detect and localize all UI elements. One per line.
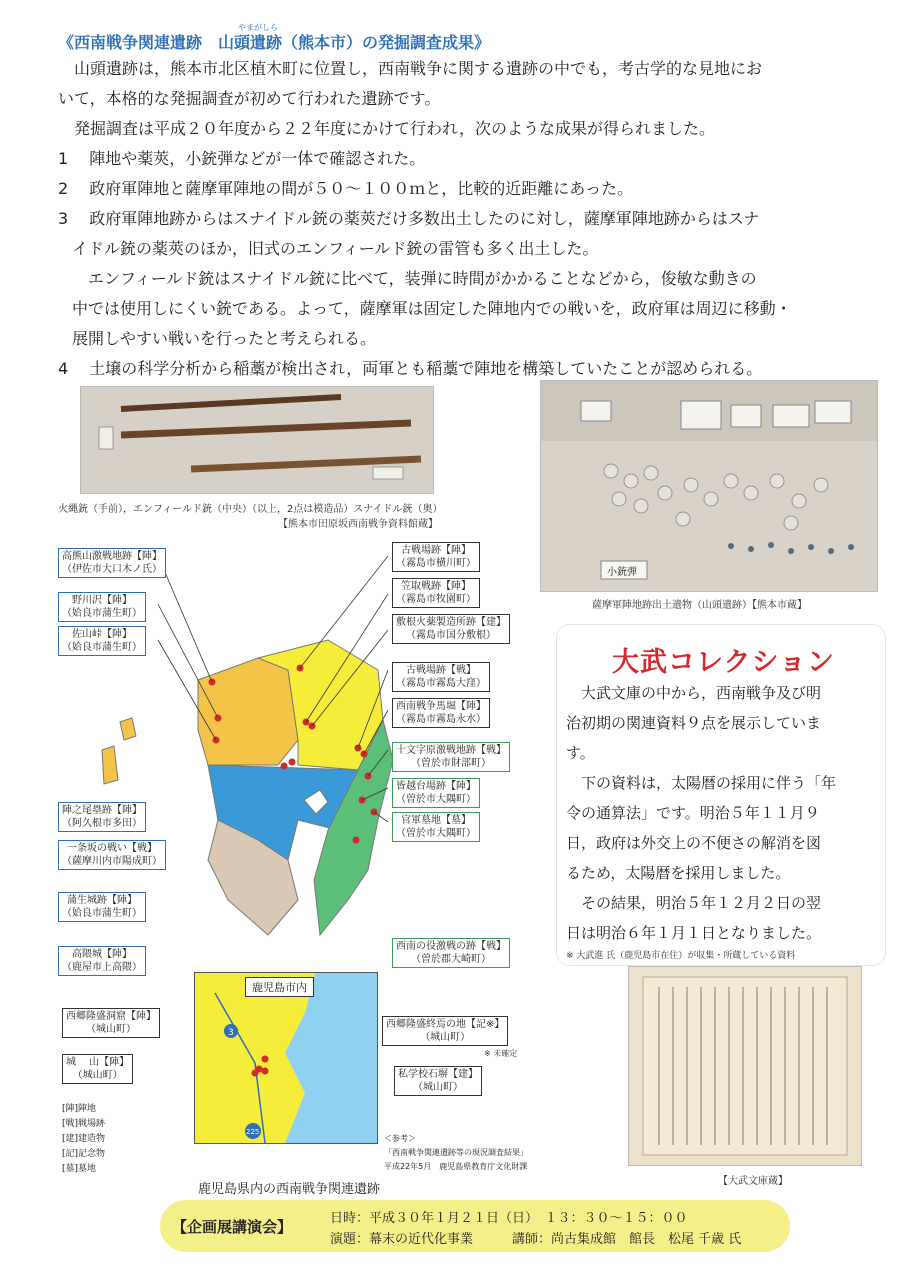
map-label: 古戦場跡【陣】 （霧島市横川町） [392,542,480,572]
legend-item: [建]建造物 [62,1134,106,1144]
collection-line: 大武文庫の中から，西南戦争及び明 [566,684,822,702]
finding-4: 4 土壌の科学分析から稲藁が検出され，両軍とも稲藁で陣地を構築していたことが認められる。 [58,359,763,378]
map-label: 西郷隆盛洞窟【陣】 （城山町） [62,1008,160,1038]
legend-item: [記]記念物 [62,1149,106,1159]
finding-3-cont: 中では使用しにくい銃である。よって，薩摩軍は固定した陣地内での戦いを，政府軍は周辺に移動・ [72,299,792,318]
map-label: 佐山峠【陣】 （姶良市蒲生町） [58,626,146,656]
map-label: 城 山【陣】 （城山町） [62,1054,133,1084]
map-caption: 鹿児島県内の西南戦争関連遺跡 [198,1182,381,1197]
document-photo [628,966,862,1166]
city-inset-title: 鹿児島市内 [245,977,314,997]
map-label: 高熊山激戦地跡【陣】 （伊佐市大口木ノ氏） [58,548,166,578]
title-ruby: やまがしら [238,23,278,32]
collection-line: 下の資料は，太陽暦の採用に伴う「年 [566,774,837,792]
map-label: 敷根火薬製造所跡【建】 （霧島市国分敷根） [392,614,510,644]
collection-line: その結果，明治５年１２月２日の翌 [566,894,822,912]
guns-caption: 火縄銃（手前），エンフィールド銃（中央）（以上，2点は模造品）スナイドル銃（奥） [58,504,443,515]
finding-3-cont: エンフィールド銃はスナイドル銃に比べて，装弾に時間がかかることなどから，俊敏な動きの [88,269,757,288]
map-label: 笠取戦跡【陣】 （霧島市牧園町） [392,578,480,608]
map-label: 陣之尾塁跡【陣】 （阿久根市多田） [58,802,146,832]
intro-line: 山頭遺跡は，熊本市北区植木町に位置し，西南戦争に関する遺跡の中でも，考古学的な見地にお [74,59,763,78]
map-label: 西郷隆盛終焉の地【記※】 （城山町） [382,1016,508,1046]
map-label: 西南戦争馬堀【陣】 （霧島市霧島永水） [392,698,490,728]
finding-1: 1 陣地や薬莢，小銃弾などが一体で確認された。 [58,149,426,168]
finding-3-cont: イドル銃の薬莢のほか，旧式のエンフィールド銃の雷管も多く出土した。 [72,239,599,258]
intro-line: 発掘調査は平成２０年度から２２年度にかけて行われ，次のような成果が得られました。 [74,119,715,138]
rifles-image [81,387,433,493]
collection-line: 日，政府は外交上の不便さの解消を図 [566,834,822,852]
document-caption: 【大武文庫蔵】 [718,1176,788,1187]
map-label: 皆越台場跡【陣】 （曽於市大隅町） [392,778,480,808]
city-map-drawing [195,973,377,1143]
collection-note: ※ 大武進 氏（鹿児島市在住）が収集・所蔵している資料 [566,951,796,961]
finding-2: 2 政府軍陣地と薩摩軍陣地の間が５０～１００ｍと，比較的近距離にあった。 [58,179,634,198]
finding-3-cont: 展開しやすい戦いを行ったと考えられる。 [72,329,377,348]
collection-line: るため，太陽暦を採用しました。 [566,864,791,882]
collection-line: 治初期の関連資料９点を展示していま [566,714,822,732]
route-225-icon: 225 [246,1128,260,1136]
legend-item: [戦]戦場跡 [62,1119,106,1129]
guns-photo [80,386,434,494]
relics-caption: 薩摩軍陣地跡出土遺物（山頭遺跡）【熊本市蔵】 [592,600,807,611]
collection-title: 大武コレクション [612,647,835,678]
relics-label: 小銃弾 [607,567,637,578]
intro-line: いて，本格的な発掘調査が初めて行われた遺跡です。 [58,89,441,108]
lecture-topic: 演題：幕末の近代化事業 講師：尚古集成館 館長 松尾 千歳 氏 [330,1232,742,1247]
legend-item: [陣]陣地 [62,1104,97,1114]
route-3-icon: 3 [228,1028,234,1038]
relics-image [541,381,877,591]
map-label: 私学校石塀【建】 （城山町） [394,1066,482,1096]
collection-line: 日は明治６年１月１日となりました。 [566,924,822,942]
map-label: 官軍墓地【墓】 （曽於市大隅町） [392,812,480,842]
reference-note: ＜参考＞ 「西南戦争関連遺跡等の現況調査結果」 平成22年5月 鹿児島県教育庁文化財課 [384,1134,528,1171]
map-label: 古戦場跡【戦】 （霧島市霧島大窪） [392,662,490,692]
collection-line: す。 [566,744,595,762]
lecture-label: 【企画展講演会】 [172,1218,293,1236]
map-label: 西南の役激戦の跡【戦】 （曽於郡大崎町） [392,938,510,968]
collection-line: 令の通算法」です。明治５年１１月９ [566,804,820,822]
relics-photo [540,380,878,592]
map-label: 十文字原激戦地跡【戦】 （曽於市財部町） [392,742,510,772]
map-label: 野川沢【陣】 （姶良市蒲生町） [58,592,146,622]
map-label: 一条坂の戦い【戦】 （薩摩川内市陽成町） [58,840,166,870]
city-inset-map [194,972,378,1144]
collection-text [566,678,866,948]
unconfirmed-note: ※ 未確定 [484,1049,518,1058]
map-legend [62,1102,105,1177]
finding-3: 3 政府軍陣地跡からはスナイドル銃の薬莢だけ多数出土したのに対し，薩摩軍陣地跡からはスナ [58,209,760,228]
intro-block [58,54,888,384]
lecture-date: 日時：平成３０年１月２１日（日） １３：３０～１５：００ [330,1211,688,1226]
legend-item: [墓]墓地 [62,1164,97,1174]
map-label: 蒲生城跡【陣】 （姶良市蒲生町） [58,892,146,922]
page-title: 《西南戦争関連遺跡 山頭遺跡（熊本市）の発掘調査成果》 [58,33,491,52]
map-label: 高隈城【陣】 （鹿屋市上高隈） [58,946,146,976]
guns-source: 【熊本市田原坂西南戦争資料館蔵】 [278,519,438,530]
document-image [629,967,861,1165]
